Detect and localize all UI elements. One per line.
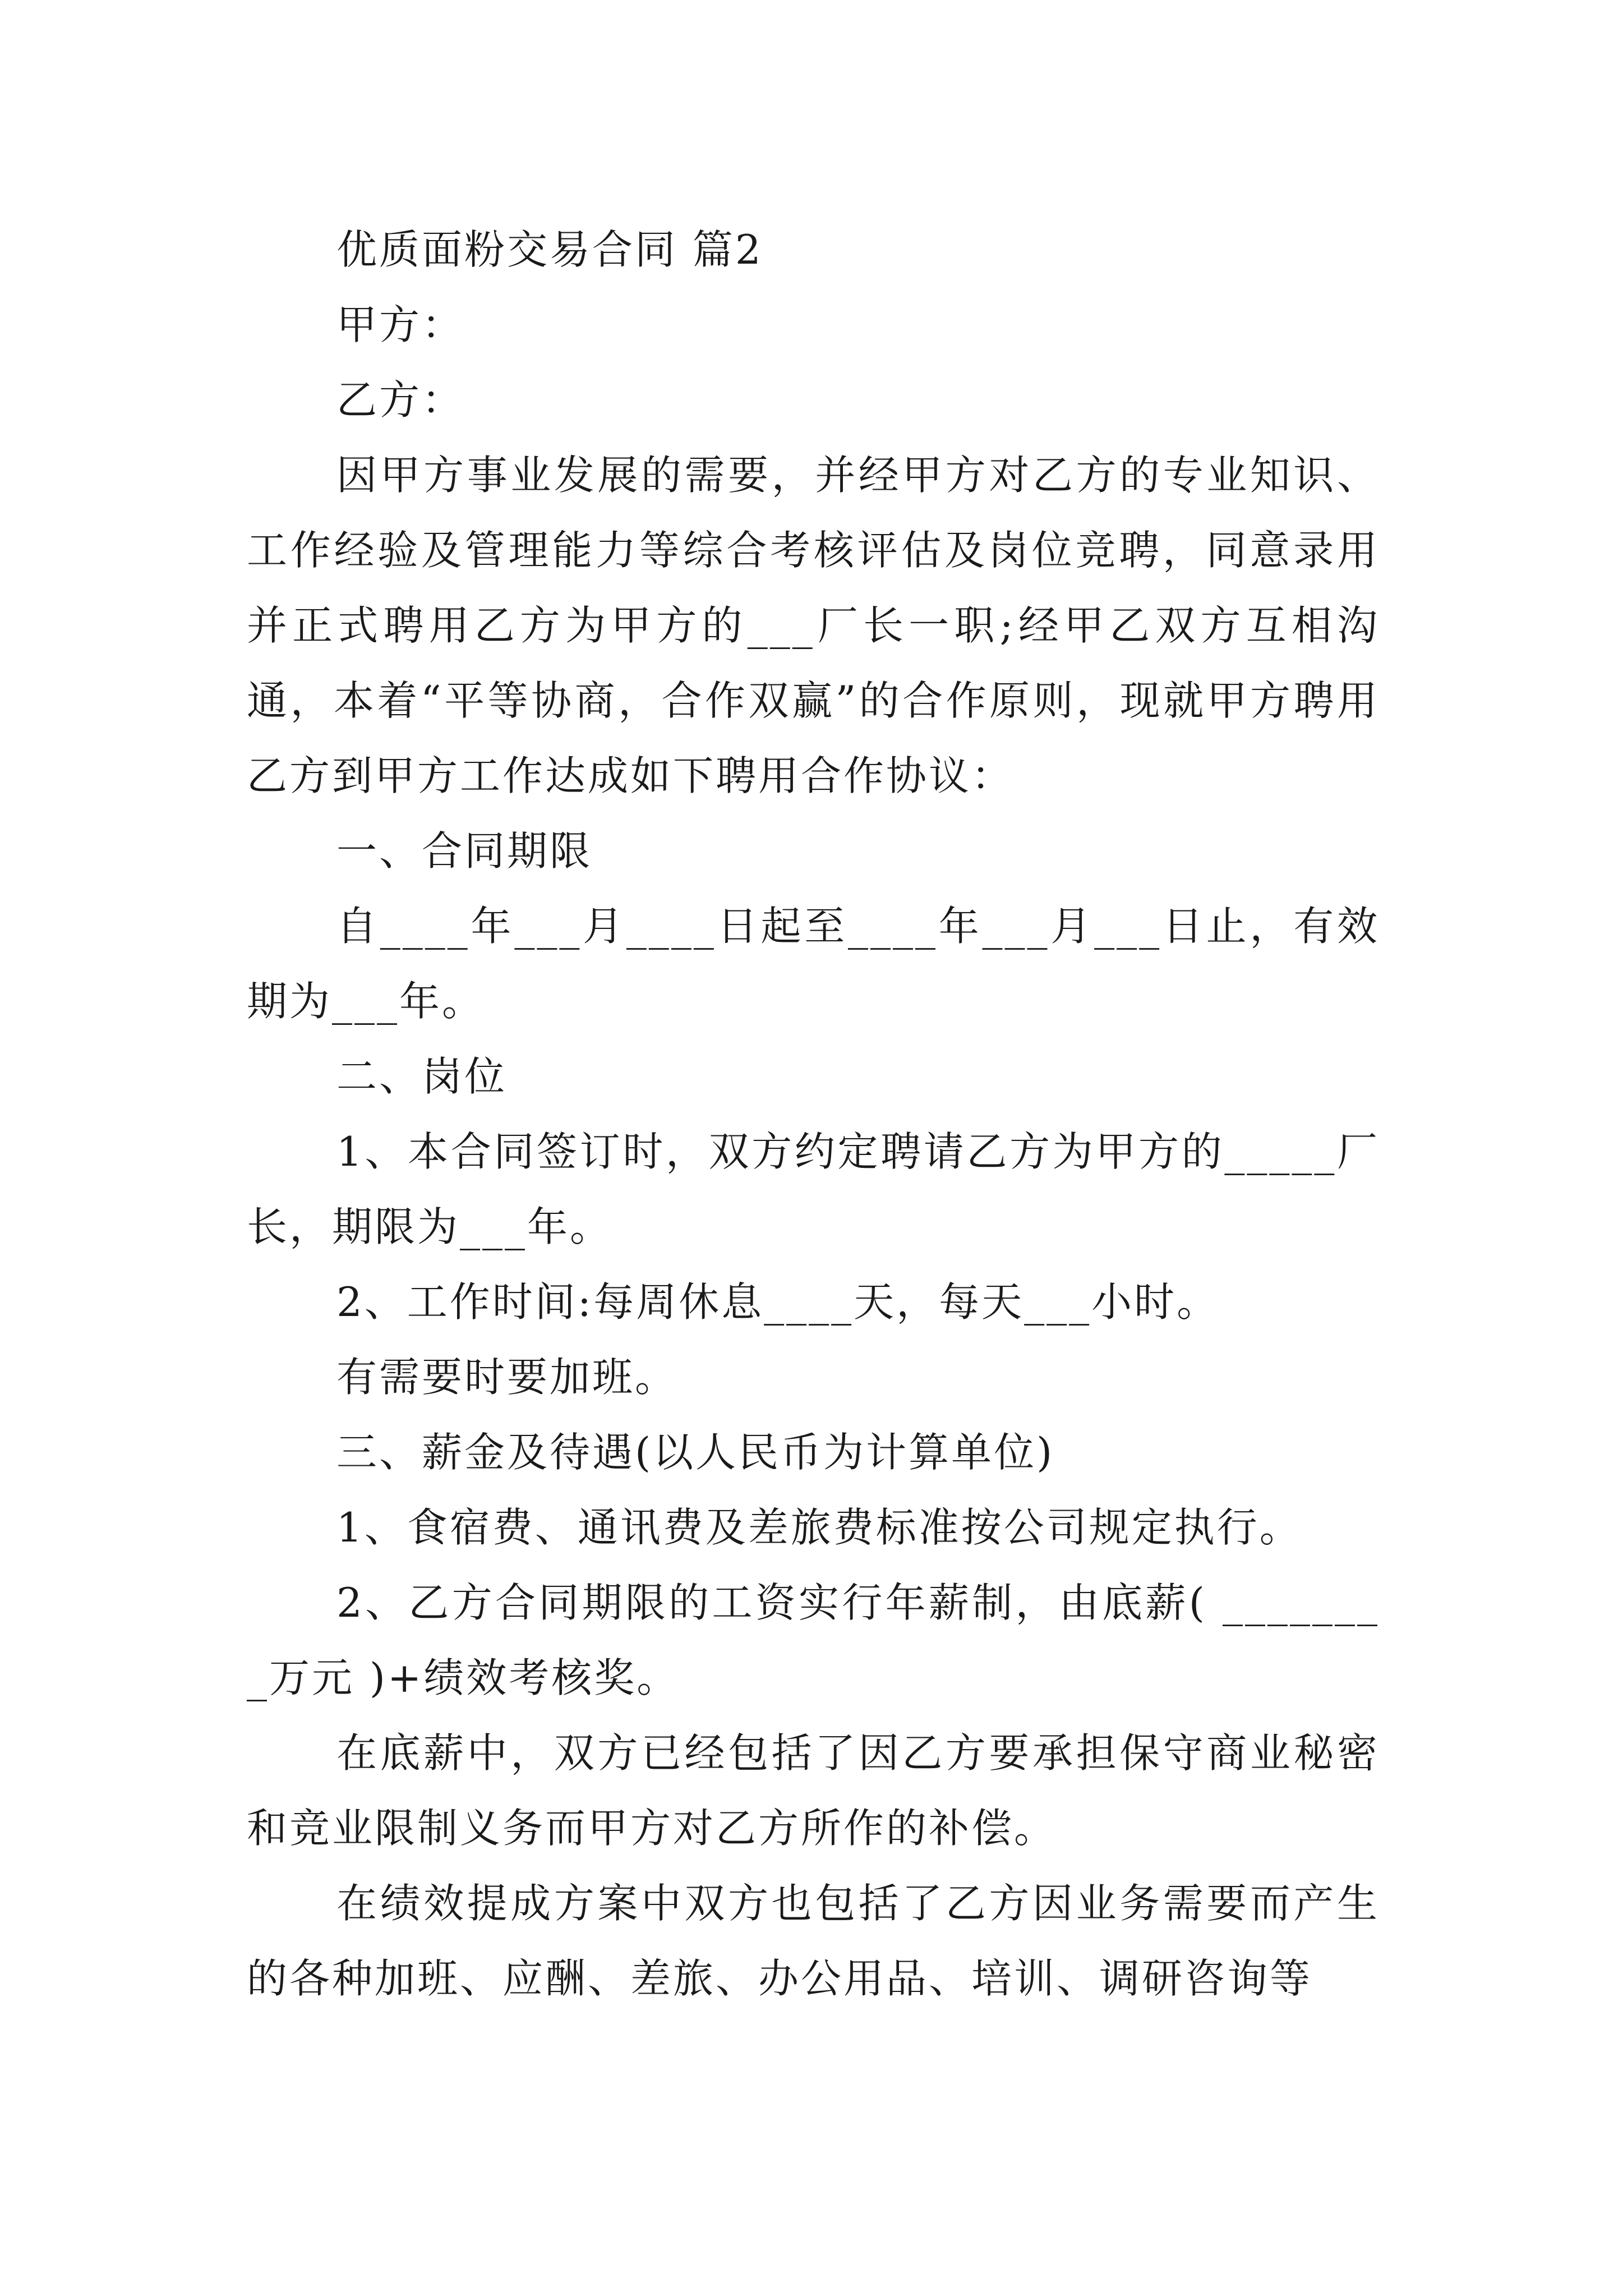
party-b-line: 乙方： xyxy=(336,376,465,424)
salary-clause-1: 1、食宿费、通讯费及差旅费标准按公司规定执行。 xyxy=(336,1504,1302,1551)
salary-clause-2: 2、乙方合同期限的工资实行年薪制，由底薪( ________万元 )+绩效考核奖。 xyxy=(247,1579,1380,1701)
section-heading-position: 二、岗位 xyxy=(336,1053,508,1100)
base-salary-paragraph: 在底薪中，双方已经包括了因乙方要承担保守商业秘密和竞业限制义务而甲方对乙方所作的补偿。 xyxy=(247,1729,1380,1852)
position-clause-2: 2、工作时间:每周休息____天，每天___小时。 xyxy=(336,1278,1220,1326)
performance-paragraph: 在绩效提成方案中双方也包括了乙方因业务需要而产生的各种加班、应酬、差旅、办公用品、培训、调研咨询等 xyxy=(247,1880,1380,2002)
overtime-note: 有需要时要加班。 xyxy=(336,1354,678,1401)
party-a-line: 甲方： xyxy=(336,301,465,348)
section-heading-salary: 三、薪金及待遇(以人民币为计算单位) xyxy=(336,1429,1055,1476)
preamble-paragraph: 因甲方事业发展的需要，并经甲方对乙方的专业知识、工作经验及管理能力等综合考核评估及岗位竞聘，同意录用并正式聘用乙方为甲方的___厂长一职;经甲乙双方互相沟通，本着“平等协商，合作双赢”的合作原则，现就甲方聘用乙方到甲方工作达成如下聘用合作协议： xyxy=(247,452,1380,799)
document-body xyxy=(247,212,1380,2016)
document-title: 优质面粉交易合同 篇2 xyxy=(336,226,763,273)
position-clause-1: 1、本合同签订时，双方约定聘请乙方为甲方的_____厂长，期限为___年。 xyxy=(247,1128,1380,1250)
section-heading-term: 一、合同期限 xyxy=(336,827,593,875)
term-paragraph: 自____年___月____日起至____年___月___日止，有效期为___年。 xyxy=(247,903,1380,1025)
